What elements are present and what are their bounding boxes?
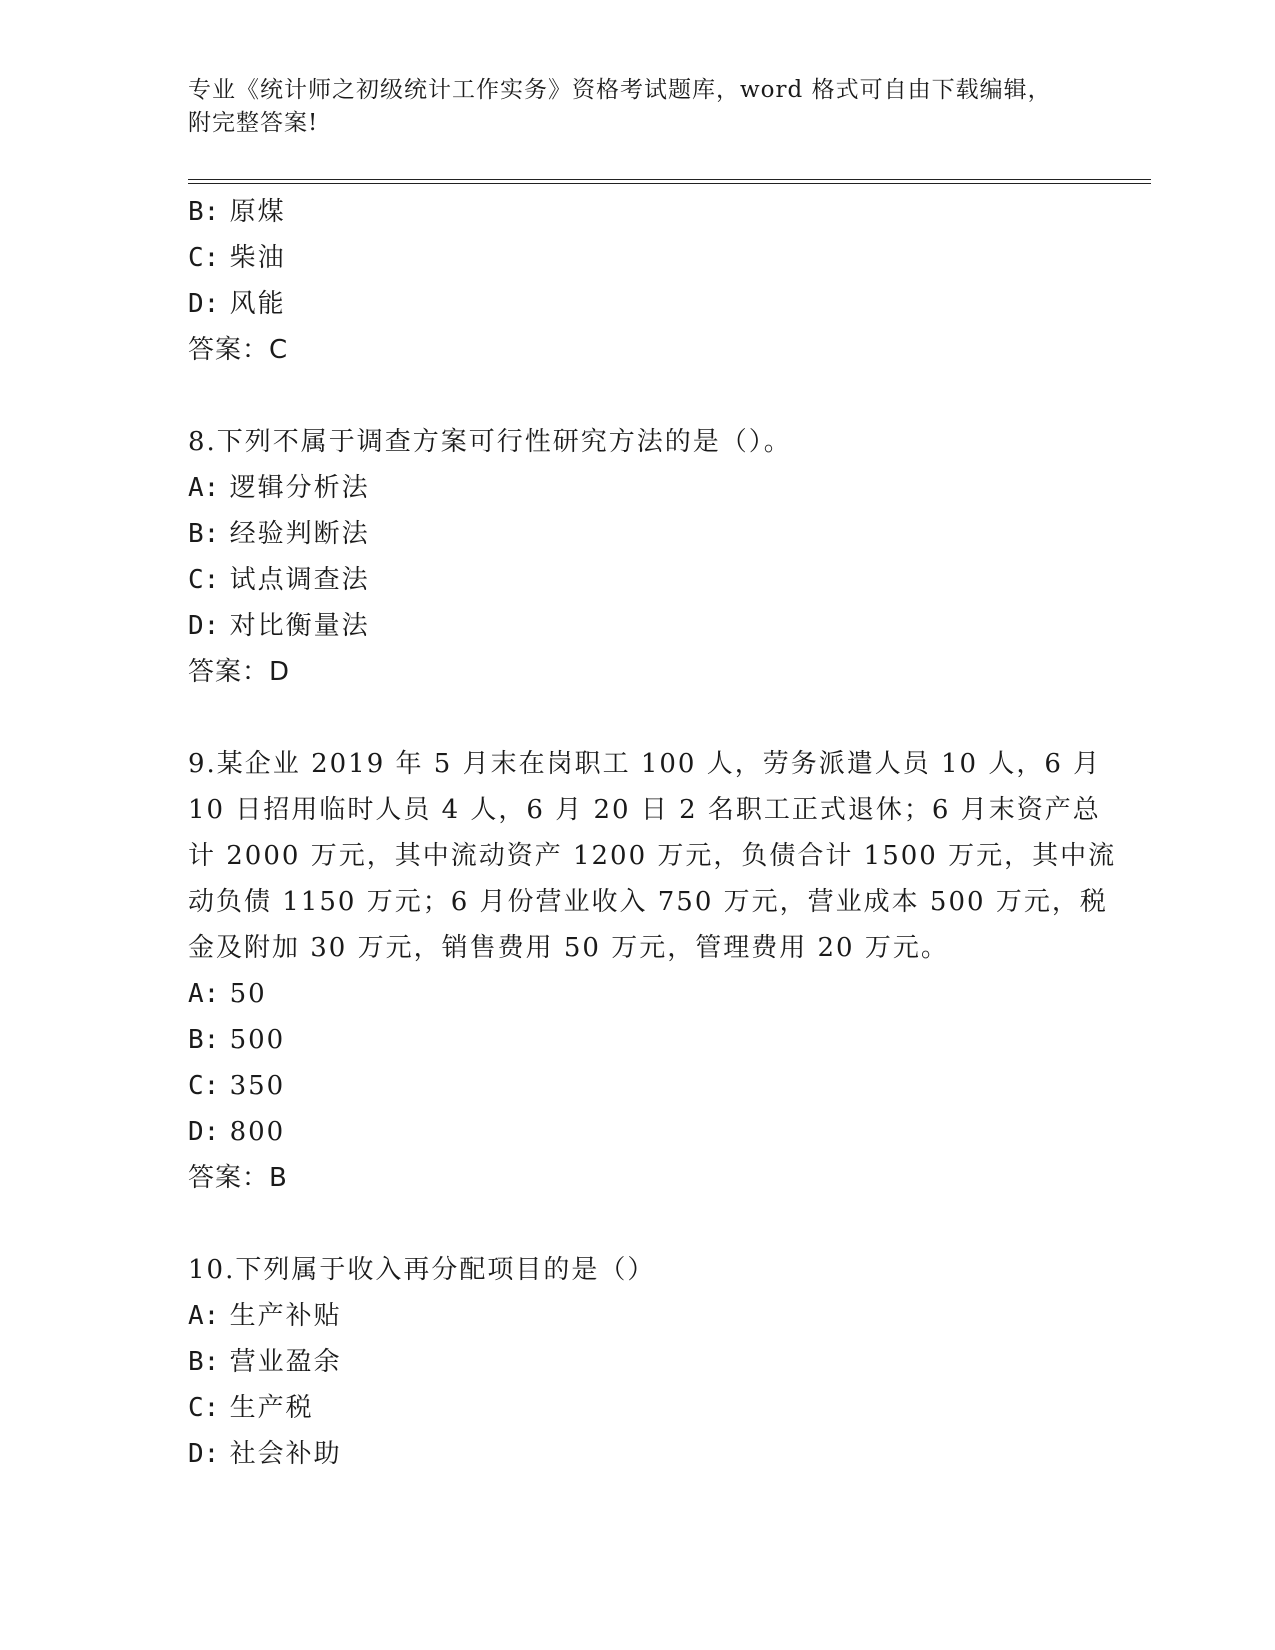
question-7-tail — [188, 189, 1088, 373]
option-a — [188, 1293, 1088, 1339]
option-d — [188, 603, 1088, 649]
answer-line: 答案：B — [188, 1163, 288, 1193]
question-stem-line: 计 2000 万元，其中流动资产 1200 万元，负债合计 1500 万元，其中流 — [188, 841, 1117, 871]
option-letter: C: — [188, 1071, 220, 1101]
option-c — [188, 557, 1088, 603]
option-letter: B: — [188, 519, 220, 549]
option-d — [188, 281, 1088, 327]
question-8 — [188, 419, 1088, 695]
option-letter: A: — [188, 473, 220, 503]
option-text: 原煤 — [229, 197, 286, 227]
question-9 — [188, 741, 1117, 1201]
option-text: 350 — [229, 1071, 286, 1101]
document-header — [188, 74, 1088, 140]
spacer — [188, 373, 1088, 419]
option-text: 对比衡量法 — [229, 611, 370, 641]
option-letter: A: — [188, 1301, 220, 1331]
option-d — [188, 1431, 1088, 1477]
spacer — [188, 1201, 1088, 1247]
option-letter: D: — [188, 1439, 220, 1469]
option-a — [188, 971, 1088, 1017]
question-stem-line: 10 日招用临时人员 4 人，6 月 20 日 2 名职工正式退休；6 月末资产总 — [188, 795, 1101, 825]
option-a — [188, 465, 1088, 511]
option-text: 800 — [229, 1117, 286, 1147]
answer-line: 答案：C — [188, 335, 289, 365]
option-letter: C: — [188, 1393, 220, 1423]
option-letter: B: — [188, 197, 220, 227]
option-text: 500 — [229, 1025, 286, 1055]
question-stem-line: 9.某企业 2019 年 5 月末在岗职工 100 人，劳务派遣人员 10 人，6 月 — [188, 749, 1102, 779]
question-stem: 10.下列属于收入再分配项目的是（） — [188, 1255, 656, 1285]
option-b — [188, 189, 1088, 235]
option-text: 营业盈余 — [229, 1347, 342, 1377]
option-b — [188, 1017, 1088, 1063]
option-text: 试点调查法 — [229, 565, 370, 595]
option-c — [188, 1063, 1088, 1109]
option-text: 风能 — [229, 289, 286, 319]
question-stem-line: 金及附加 30 万元，销售费用 50 万元，管理费用 20 万元。 — [188, 933, 949, 963]
option-text: 社会补助 — [229, 1439, 342, 1469]
option-text: 逻辑分析法 — [229, 473, 370, 503]
option-letter: A: — [188, 979, 220, 1009]
option-text: 50 — [229, 979, 267, 1009]
option-c — [188, 1385, 1088, 1431]
option-text: 生产税 — [229, 1393, 314, 1423]
option-letter: B: — [188, 1025, 220, 1055]
option-text: 经验判断法 — [229, 519, 370, 549]
question-10 — [188, 1247, 1088, 1477]
option-letter: C: — [188, 243, 220, 273]
question-stem: 8.下列不属于调查方案可行性研究方法的是（）。 — [188, 427, 792, 457]
option-letter: C: — [188, 565, 220, 595]
answer-line: 答案：D — [188, 657, 291, 687]
option-b — [188, 511, 1088, 557]
option-letter: B: — [188, 1347, 220, 1377]
option-text: 柴油 — [229, 243, 286, 273]
header-line-2: 附完整答案! — [188, 110, 319, 136]
spacer — [188, 695, 1088, 741]
header-divider-bottom — [188, 183, 1151, 184]
option-letter: D: — [188, 1117, 220, 1147]
question-list — [188, 189, 1117, 1477]
option-c — [188, 235, 1088, 281]
option-letter: D: — [188, 289, 220, 319]
option-letter: D: — [188, 611, 220, 641]
option-d — [188, 1109, 1088, 1155]
header-divider-top — [188, 179, 1151, 180]
header-line-1: 专业《统计师之初级统计工作实务》资格考试题库，word 格式可自由下载编辑， — [188, 77, 1052, 103]
question-stem-line: 动负债 1150 万元；6 月份营业收入 750 万元，营业成本 500 万元，税 — [188, 887, 1108, 917]
option-b — [188, 1339, 1088, 1385]
option-text: 生产补贴 — [229, 1301, 342, 1331]
